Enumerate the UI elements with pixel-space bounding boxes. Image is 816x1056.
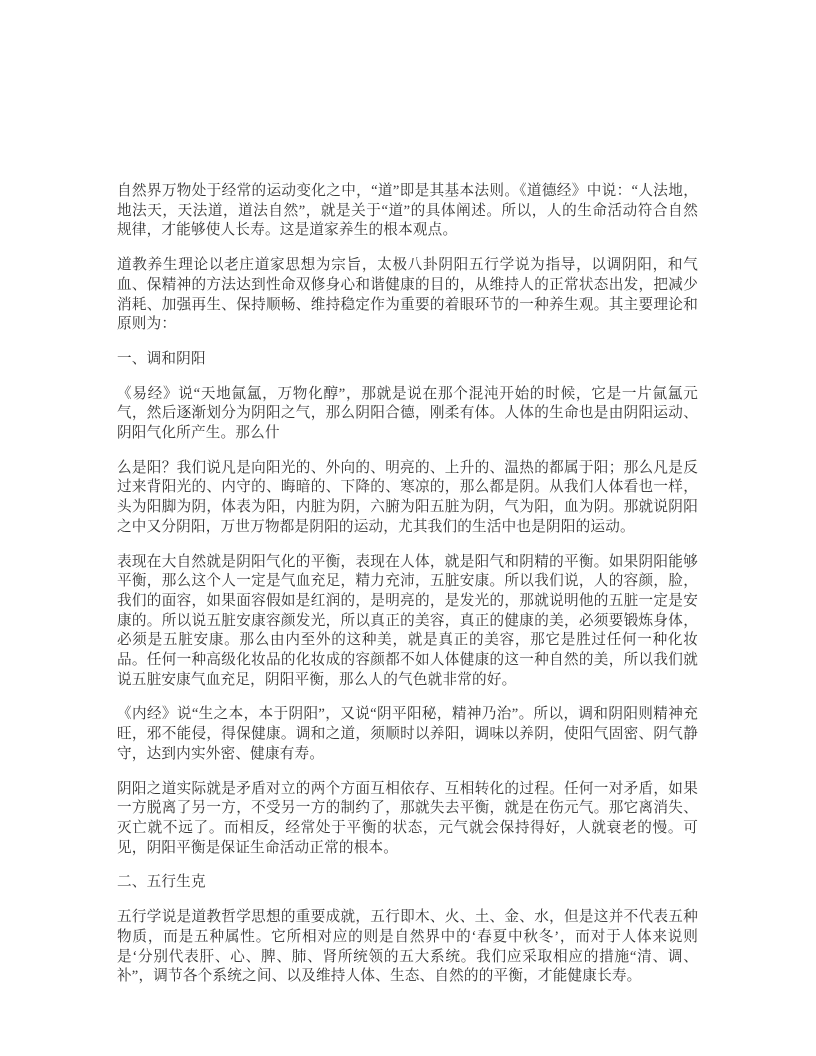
document-content (117, 182, 698, 1002)
body-paragraph: 表现在大自然就是阴阳气化的平衡，表现在人体，就是阳气和阴精的平衡。如果阴阳能够平衡，那么这个人一定是气血充足，精力充沛，五脏安康。所以我们说，人的容颜，脸，我们的面容，如果面容假如是红润的，是明亮的，是发光的，那就说明他的五脏一定是安康的。所以说五脏安康容颜发光，所以真正的美容，真正的健康的美，必须要锻炼身体，必须是五脏安康。那么由内至外的这种美，就是真正的美容，那它是胜过任何一种化妆品。任何一种高级化妆品的化妆成的容颜都不如人体健康的这一种自然的美，所以我们就说五脏安康气血充足，阴阳平衡，那么人的气色就非常的好。 (117, 553, 698, 688)
body-paragraph: 《易经》说“天地氤氲，万物化醇”，那就是说在那个混沌开始的时候，它是一片氤氲元气，然后逐渐划分为阴阳之气，那么阴阳合德，刚柔有体。人体的生命也是由阴阳运动、阴阳气化所产生。那么什 (117, 385, 698, 442)
body-paragraph: 五行学说是道教哲学思想的重要成就，五行即木、火、土、金、水，但是这并不代表五种物质，而是五种属性。它所相对应的则是自然界中的‘春夏中秋冬’，而对于人体来说则是‘分别代表肝、心、脾、肺、肾所统领的五大系统。我们应采取相应的措施“清、调、补”，调节各个系统之间、以及维持人体、生态、自然的的平衡，才能健康长寿。 (117, 909, 698, 985)
body-paragraph: 么是阳？我们说凡是向阳光的、外向的、明亮的、上升的、温热的都属于阳；那么凡是反过来背阳光的、内守的、晦暗的、下降的、寒凉的，那么都是阴。从我们人体看也一样，头为阳脚为阴，体表为阳，内脏为阴，六腑为阳五脏为阴，气为阳，血为阴。那就说阴阳之中又分阴阳，万世万物都是阴阳的运动，尤其我们的生活中也是阴阳的运动。 (117, 459, 698, 535)
section-heading: 一、调和阴阳 (117, 350, 206, 367)
section-heading: 二、五行生克 (117, 874, 206, 891)
body-paragraph: 《内经》说“生之本，本于阴阳”，又说“阴平阳秘，精神乃治”。所以，调和阴阳则精神充旺，邪不能侵，得保健康。调和之道，须顺时以养阳，调味以养阴，使阳气固密、阴气静守，达到内实外密、健康有寿。 (117, 706, 698, 762)
body-paragraph: 阴阳之道实际就是矛盾对立的两个方面互相依存、互相转化的过程。任何一对矛盾，如果一方脱离了另一方，不受另一方的制约了，那就失去平衡，就是在伤元气。那它离消失、灭亡就不远了。而相反，经常处于平衡的状态，元气就会保持得好，人就衰老的慢。可见，阴阳平衡是保证生命活动正常的根本。 (117, 780, 698, 856)
body-paragraph: 自然界万物处于经常的运动变化之中，“道”即是其基本法则。《道德经》中说：“人法地，地法天，天法道，道法自然”，就是关于“道”的具体阐述。所以，人的生命活动符合自然规律，才能够使人长寿。这是道家养生的根本观点。 (117, 183, 698, 239)
body-paragraph: 道教养生理论以老庄道家思想为宗旨，太极八卦阴阳五行学说为指导，以调阴阳，和气血、保精神的方法达到性命双修身心和谐健康的目的，从维持人的正常状态出发，把减少消耗、加强再生、保持顺畅、维持稳定作为重要的着眼环节的一种养生观。其主要理论和原则为： (117, 257, 698, 333)
